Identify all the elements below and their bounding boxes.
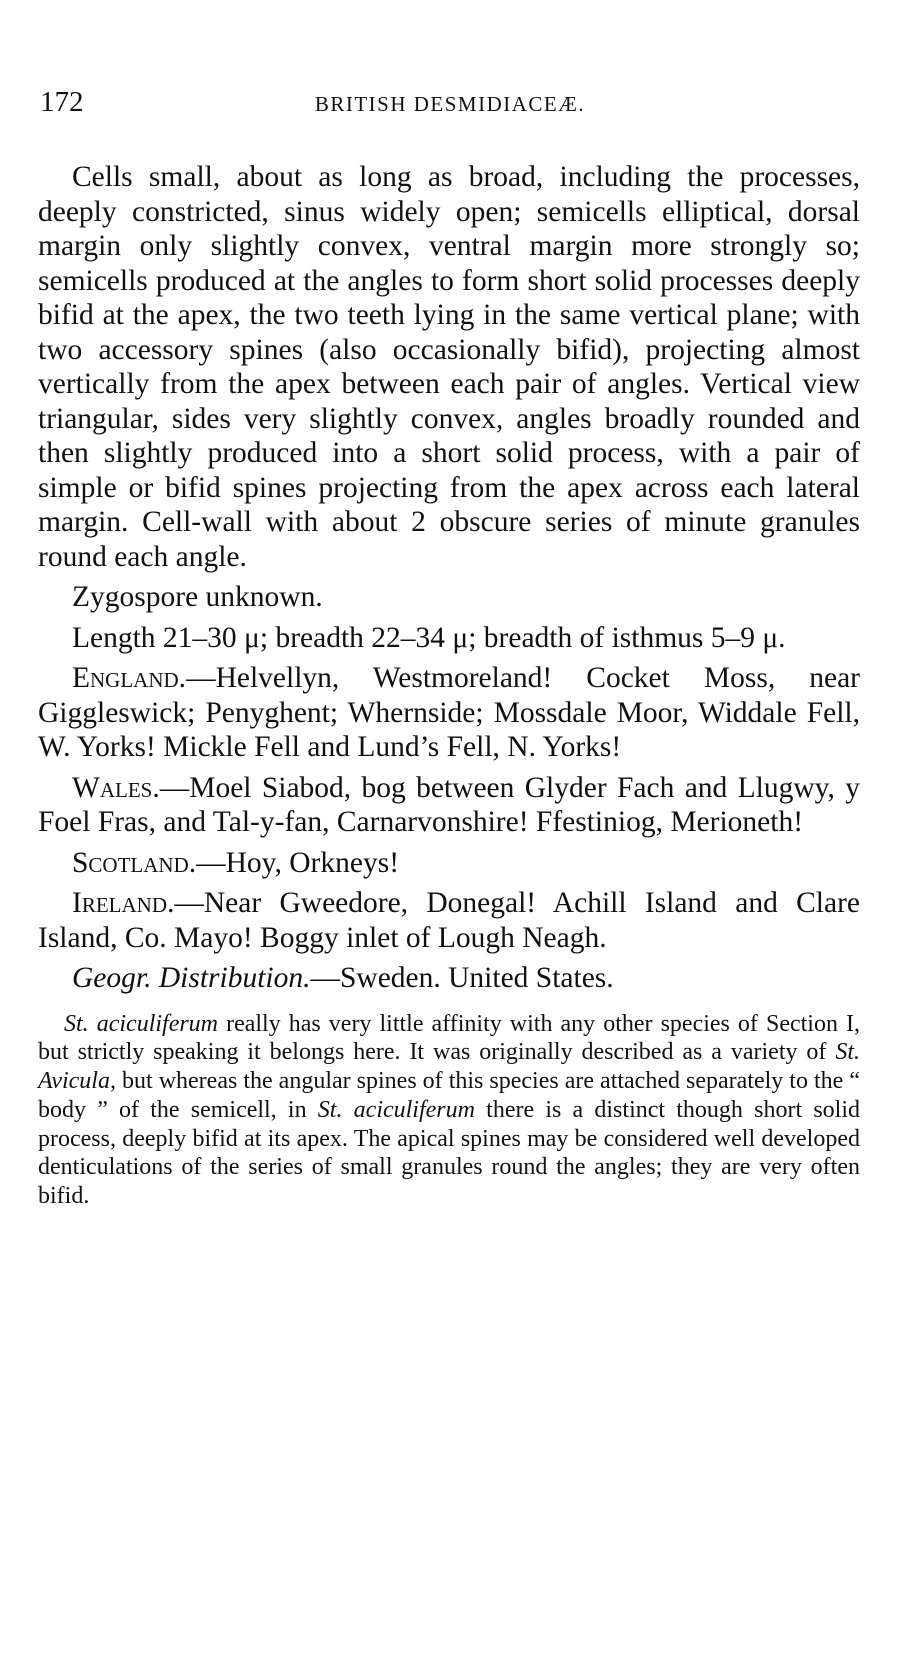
- page-header: [40, 86, 860, 126]
- measurements: Length 21–30 μ; breadth 22–34 μ; breadth of isthmus 5–9 μ.: [72, 621, 786, 654]
- locality-wales: [38, 771, 860, 840]
- geogr-label: Geogr. Distribution.: [72, 962, 311, 994]
- region-label-ireland: Ireland.: [72, 887, 175, 919]
- note-species-name: St. aciculiferum: [64, 1010, 219, 1037]
- page-body: [38, 160, 860, 1235]
- locality-england: [38, 661, 860, 765]
- note-text-1: really has very little affinity with any other species of Section I, but strictly speaking it belongs here. It was originally described as a variety of: [38, 1010, 861, 1066]
- locality-scotland: [38, 846, 860, 881]
- region-label-wales: Wales.: [72, 771, 160, 804]
- locality-text-wales: —Moel Siabod, bog between Glyder Fach and Llugwy, y Foel Fras, and Tal-y-fan, Carnarvonshire! Ffestiniog, Merioneth!: [38, 771, 860, 838]
- note-text-2: but whereas the angular spines of this species are attached separately to the “ body ” of the semicell, in: [38, 1068, 860, 1123]
- locality-text-scotland: —Hoy, Orkneys!: [196, 846, 400, 879]
- taxonomic-note: [38, 1010, 860, 1212]
- running-title: BRITISH DESMIDIACEÆ.: [314, 92, 586, 116]
- species-description: Cells small, about as long as broad, including the processes, deeply constricted, sinus widely open; semicells elliptical, dorsal margin only slightly convex, ventral margin more strongly so; semicells produced at the angles to form short solid processes deeply bifid at the apex, the two teeth lying in the same vertical plane; with two accessory spines (also occasionally bifid), projecting almost vertically from the apex between each pair of angles. Vertical view triangular, sides very slightly convex, angles broadly rounded and then slightly produced into a short solid process, with a pair of simple or bifid spines projecting from the apex across each lateral margin. Cell-wall with about 2 obscure series of minute granules round each angle.: [38, 161, 860, 573]
- region-label-england: England.: [72, 662, 187, 694]
- locality-ireland: [38, 886, 860, 955]
- page-number: 172: [40, 86, 84, 118]
- region-label-scotland: Scotland.: [72, 846, 197, 879]
- geographic-distribution: [38, 961, 860, 996]
- geogr-text: —Sweden. United States.: [310, 962, 614, 994]
- locality-text-england: —Helvellyn, Westmoreland! Cocket Moss, near Giggleswick; Penyghent; Whernside; Mossdale Moor, Widdale Fell, W. Yorks! Mickle Fell and Lund’s Fell, N. Yorks!: [38, 662, 860, 763]
- note-species-name-3: St. aciculiferum: [317, 1096, 475, 1123]
- note-text-3: there is a distinct though short solid process, deeply bifid at its apex. The apical spines may be considered well developed denticulations of the series of small granules round the angles; they are very often bifid.: [38, 1096, 860, 1210]
- zygospore-note: Zygospore unknown.: [72, 581, 323, 613]
- locality-text-ireland: —Near Gweedore, Donegal! Achill Island and Clare Island, Co. Mayo! Boggy inlet of Lough Neagh.: [38, 887, 860, 954]
- note-species-name-2: St. Avicula,: [38, 1039, 860, 1095]
